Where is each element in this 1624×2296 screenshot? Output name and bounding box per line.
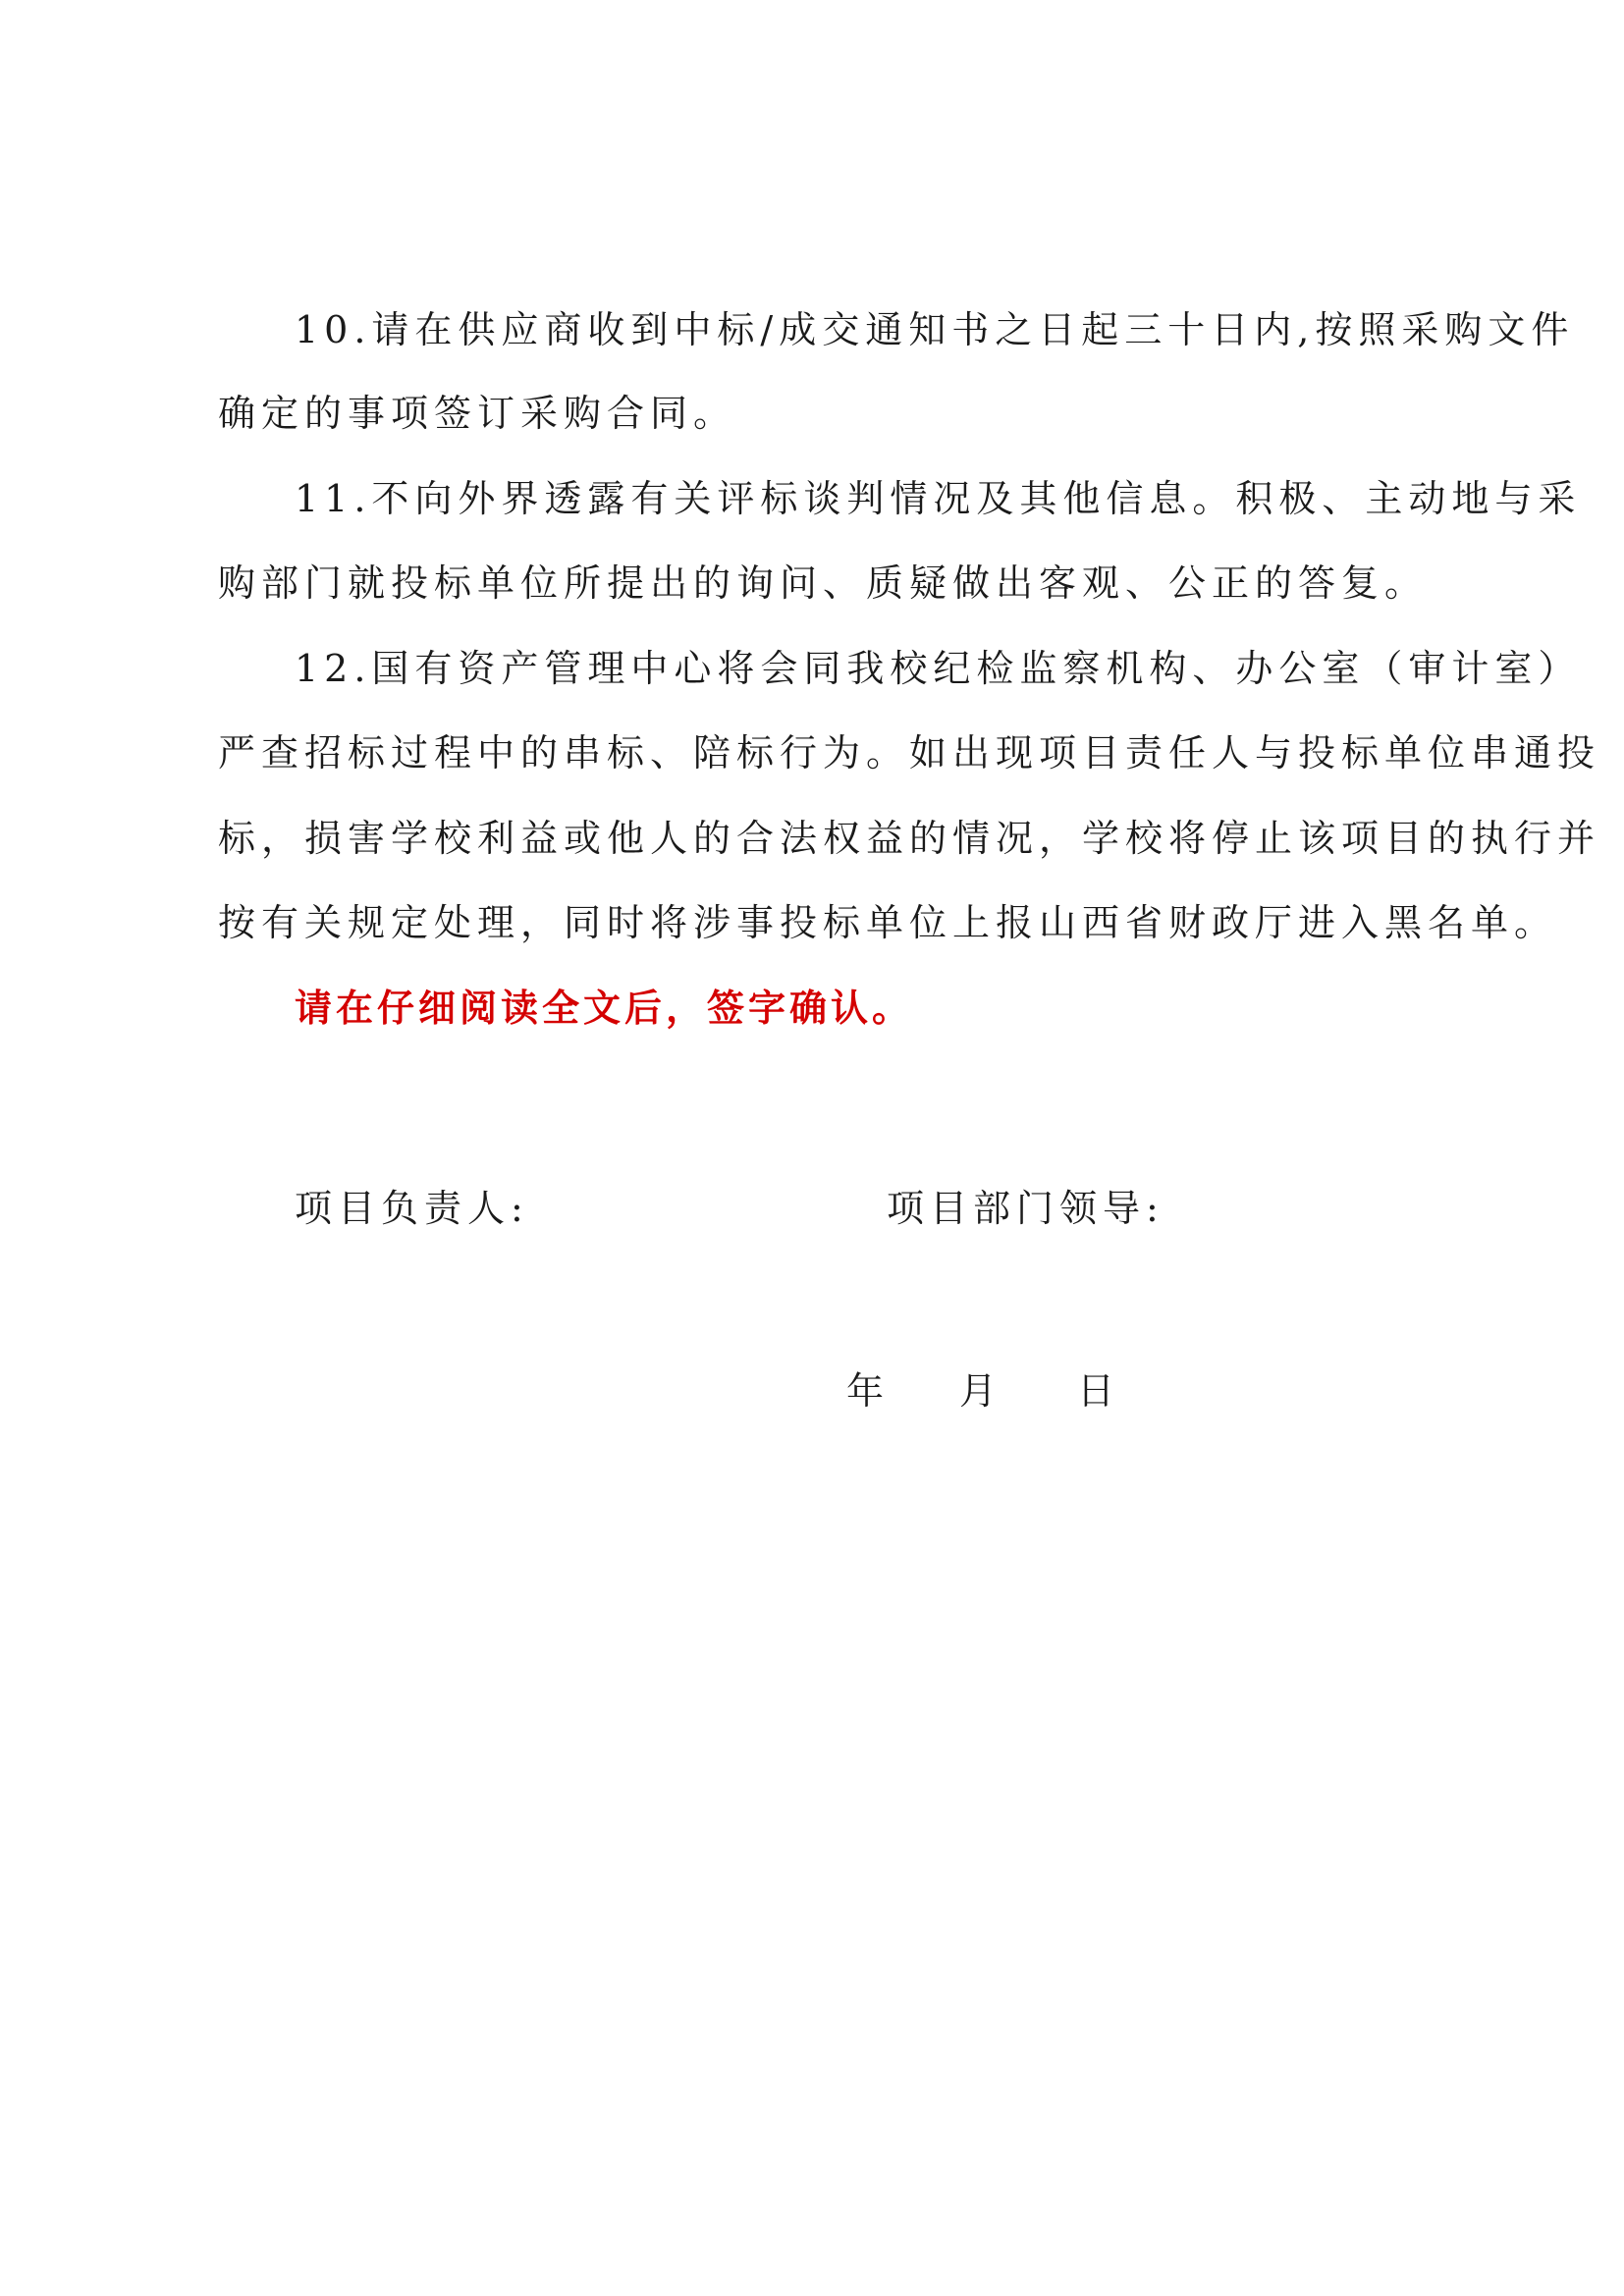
paragraph-12-line-3: 标，损害学校利益或他人的合法权益的情况，学校将停止该项目的执行并 <box>218 817 1601 860</box>
paragraph-10-line-2: 确定的事项签订采购合同。 <box>218 392 737 435</box>
date-day: 日 <box>1077 1369 1115 1413</box>
paragraph-10-line-1: 10.请在供应商收到中标/成交通知书之日起三十日内,按照采购文件 <box>295 308 1575 351</box>
signature-notice: 请在仔细阅读全文后，签字确认。 <box>295 986 914 1030</box>
department-leader-label: 项目部门领导: <box>887 1187 1164 1230</box>
paragraph-12-line-2: 严查招标过程中的串标、陪标行为。如出现项目责任人与投标单位串通投 <box>218 731 1601 774</box>
project-leader-label: 项目负责人: <box>295 1187 529 1230</box>
paragraph-11-line-2: 购部门就投标单位所提出的询问、质疑做出客观、公正的答复。 <box>218 561 1429 605</box>
date-month: 月 <box>959 1369 998 1413</box>
paragraph-11-line-1: 11.不向外界透露有关评标谈判情况及其他信息。积极、主动地与采 <box>295 477 1582 520</box>
paragraph-12-line-4: 按有关规定处理，同时将涉事投标单位上报山西省财政厅进入黑名单。 <box>218 901 1558 944</box>
date-year: 年 <box>846 1369 885 1413</box>
paragraph-12-line-1: 12.国有资产管理中心将会同我校纪检监察机构、办公室（审计室） <box>295 647 1582 690</box>
